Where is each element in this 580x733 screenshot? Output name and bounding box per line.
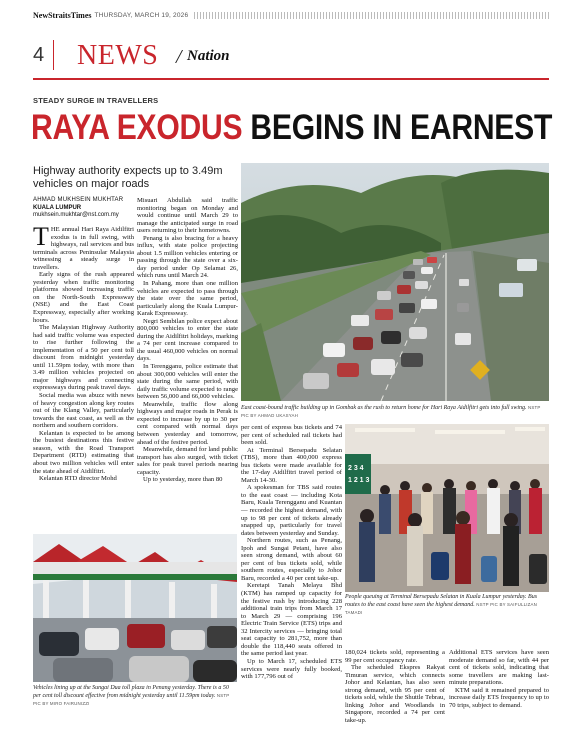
- body-paragraph: KTM said it remained prepared to increase daily ETS frequency to up to 70 trips, subject to demand.: [449, 686, 549, 709]
- highway-photo-image: [241, 163, 549, 401]
- photo-credit: NSTP PIC BY AHMAD UKASYAH: [241, 405, 541, 418]
- body-paragraph: per cent of express bus tickets and 74 per cent of scheduled rail tickets had been sold.: [241, 424, 342, 447]
- masthead-brand: NewStraitsTimes: [33, 10, 92, 20]
- body-column-2: [137, 197, 238, 484]
- article-byline: [33, 197, 123, 220]
- highway-photo: [241, 163, 549, 401]
- platform-sign-text: 2 3 4: [348, 465, 364, 472]
- headline-red: RAYA EXODUS: [31, 108, 243, 147]
- photo-credit: NSTP PIC BY MIRO FAIRUNIZZI: [33, 693, 230, 706]
- section-name: NEWS: [77, 40, 159, 71]
- body-column-4: [345, 649, 445, 724]
- body-paragraph: Meanwhile, traffic flow along highways and major roads in Perak is expected to increase by up to 30 per cent compared with normal days between yesterday and tomorrow, ahead of the festive period.: [137, 400, 238, 446]
- masthead: [33, 8, 549, 22]
- platform-sign: [345, 454, 371, 494]
- body-paragraph: Additional ETS services have seen moderate demand so far, with 44 per cent of tickets sold, indicating that some travellers are making last-minute preparations.: [449, 649, 549, 687]
- body-paragraph: Up to yesterday, more than 80: [143, 476, 223, 484]
- photo-credit: NSTP PIC BY SAIFULLIZAN TAMADI: [345, 602, 538, 615]
- body-paragraph: Early signs of the rush appeared yesterday when traffic monitoring platforms showed increasing traffic on the North-South Expressway (NSE) and the East Coast Expressway, especially after working hours.: [33, 271, 134, 324]
- body-paragraph: A spokesman for TBS said routes to the east coast — including Kota Baru, Kuala Terengganu and Kuantan — recorded the highest demand, with up to 98 per cent of tickets already snapped up, particularly for travel dates between yesterday and Sunday.: [241, 484, 342, 537]
- body-paragraph: Northern routes, such as Penang, Ipoh and Sungai Petani, have also seen strong demand, with about 60 per cent of bus tickets sold, while southern routes, especially to Johor Baru, recorded a 40 per cent take-up.: [241, 537, 342, 582]
- section-divider: [53, 40, 54, 70]
- section-separator: /: [176, 46, 182, 68]
- body-column-3: [241, 424, 342, 681]
- masthead-date: THURSDAY, MARCH 19, 2026: [94, 11, 189, 19]
- headline-black: BEGINS IN EARNEST: [250, 108, 553, 147]
- body-paragraph: Negri Sembilan police expect about 800,000 vehicles to enter the state during the Aidilfitri holidays, marking a 74 per cent increase compared to the usual 460,000 vehicles on normal days.: [137, 317, 238, 363]
- toll-plaza-photo-caption: Vehicles lining up at the Sungai Dua toll plaza in Penang yesterday. There is a 50 per cent toll discount effective from midnight yesterday until 11.59pm today. NSTP PIC BY MIRO FAIRUNIZZI: [33, 685, 230, 706]
- body-column-5: [449, 649, 549, 709]
- article-subhead: Highway authority expects up to 3.49m vehicles on major roads: [33, 165, 223, 190]
- svg-text:1 2 1 3: 1 2 1 3: [348, 477, 370, 484]
- toll-plaza-photo-image: [33, 534, 237, 682]
- body-paragraph: Kelantan is expected to be among the busiest destinations this festive season, with the Road Transport Department (RTD) estimating that about two million vehicles will enter the state ahead of Aidilfitri.: [33, 429, 134, 475]
- page-number: 4: [33, 44, 45, 66]
- body-paragraph: Keretapi Tanah Melayu Bhd (KTM) has ramped up capacity for the festive rush by introducing 228 additional train trips from March 17 to March 29 — comprising 196 Electric Train Service (ETS) trips and 32 Intercity services — bringing total seat capacity to 281,752, more than double the 118,440 seats offered in the same period last year.: [241, 582, 342, 658]
- body-paragraph: Penang is also bracing for a heavy influx, with state police projecting about 1.5 million vehicles entering or passing through the state over a six-day period under Op Selamat 26, which runs until March 24.: [137, 234, 238, 280]
- section-subname: Nation: [187, 48, 230, 64]
- byline-place: KUALA LUMPUR: [33, 204, 82, 211]
- body-paragraph: The Malaysian Highway Authority had said traffic volume was expected to rise further following the implementation of a 50 per cent toll discount from midnight yesterday until 11.59pm today, with more than 3.49 million vehicles projected on major highways and connecting expressways during peak travel days.: [33, 324, 134, 392]
- body-paragraph: The scheduled Ekspres Rakyat Timuran service, which connects Johor and Kelantan, has also seen strong demand, with 95 per cent of tickets sold, while the Shuttle Tebrau, linking Johor and Woodlands in Singapore, recorded a 74 per cent take-up.: [345, 664, 445, 724]
- toll-plaza-photo: [33, 534, 237, 682]
- body-paragraph: Social media was abuzz with news of heavy congestion along key routes out of the Klang Valley, particularly towards the east coast, as well as the northern and southern corridors.: [33, 392, 134, 430]
- terminal-photo: [345, 424, 549, 592]
- body-paragraph: Meanwhile, demand for land public transport has also surged, with ticket sales for peak travel periods nearing capacity.: [137, 446, 238, 476]
- highway-photo-caption: East coast-bound traffic building up in Gombak as the rush to return home for Hari Raya Aidilfitri gets into full swing. NSTP PIC BY AHMAD UKASYAH: [241, 405, 541, 418]
- article-headline: [31, 110, 552, 145]
- body-paragraph: At Terminal Bersepadu Selatan (TBS), more than 400,000 express bus tickets were made available for the 17-day Aidilfitri travel period of March 14-30.: [241, 446, 342, 484]
- section-header: [33, 36, 549, 76]
- masthead-rule: [194, 12, 549, 19]
- body-column-1: [33, 222, 134, 483]
- byline-email[interactable]: mukhsein.mukhtar@nst.com.my: [33, 212, 119, 218]
- body-paragraph: THE annual Hari Raya Aidilfitri exodus is in full swing, with highways, rail services and bus terminals across Peninsular Malaysia witnessing a steady surge in travellers.: [33, 222, 134, 271]
- body-paragraph: Up to March 17, scheduled ETS services were nearly fully booked, with 177,796 out of: [241, 657, 342, 681]
- byline-name: AHMAD MUKHSEIN MUKHTAR: [33, 197, 124, 203]
- body-paragraph: Misuari Abdullah said traffic monitoring began on Monday and would continue until March 29 to manage the anticipated surge in road users returning to their hometowns.: [137, 197, 238, 235]
- header-rule: [33, 78, 549, 80]
- body-paragraph: Kelantan RTD director Mohd: [39, 475, 117, 483]
- terminal-photo-image: [345, 424, 549, 592]
- drop-cap: T: [33, 222, 49, 251]
- body-paragraph: In Terengganu, police estimate that about 300,000 vehicles will enter the state during the same period, with daily traffic volume expected to range between 56,000 and 66,000 vehicles.: [137, 363, 238, 401]
- terminal-photo-caption: People queuing at Terminal Bersepadu Selatan in Kuala Lumpur yesterday. Bus routes to the east coast have seen the highest demand. NSTP PIC BY SAIFULLIZAN TAMADI: [345, 594, 538, 615]
- body-paragraph: In Pahang, more than one million vehicles are expected to pass through the state over the same period, particularly along the Kuala Lumpur-Karak Expressway.: [137, 280, 238, 318]
- article-kicker: STEADY SURGE IN TRAVELLERS: [33, 96, 159, 105]
- body-paragraph: 180,024 tickets sold, representing a 99 per cent occupancy rate.: [345, 649, 445, 664]
